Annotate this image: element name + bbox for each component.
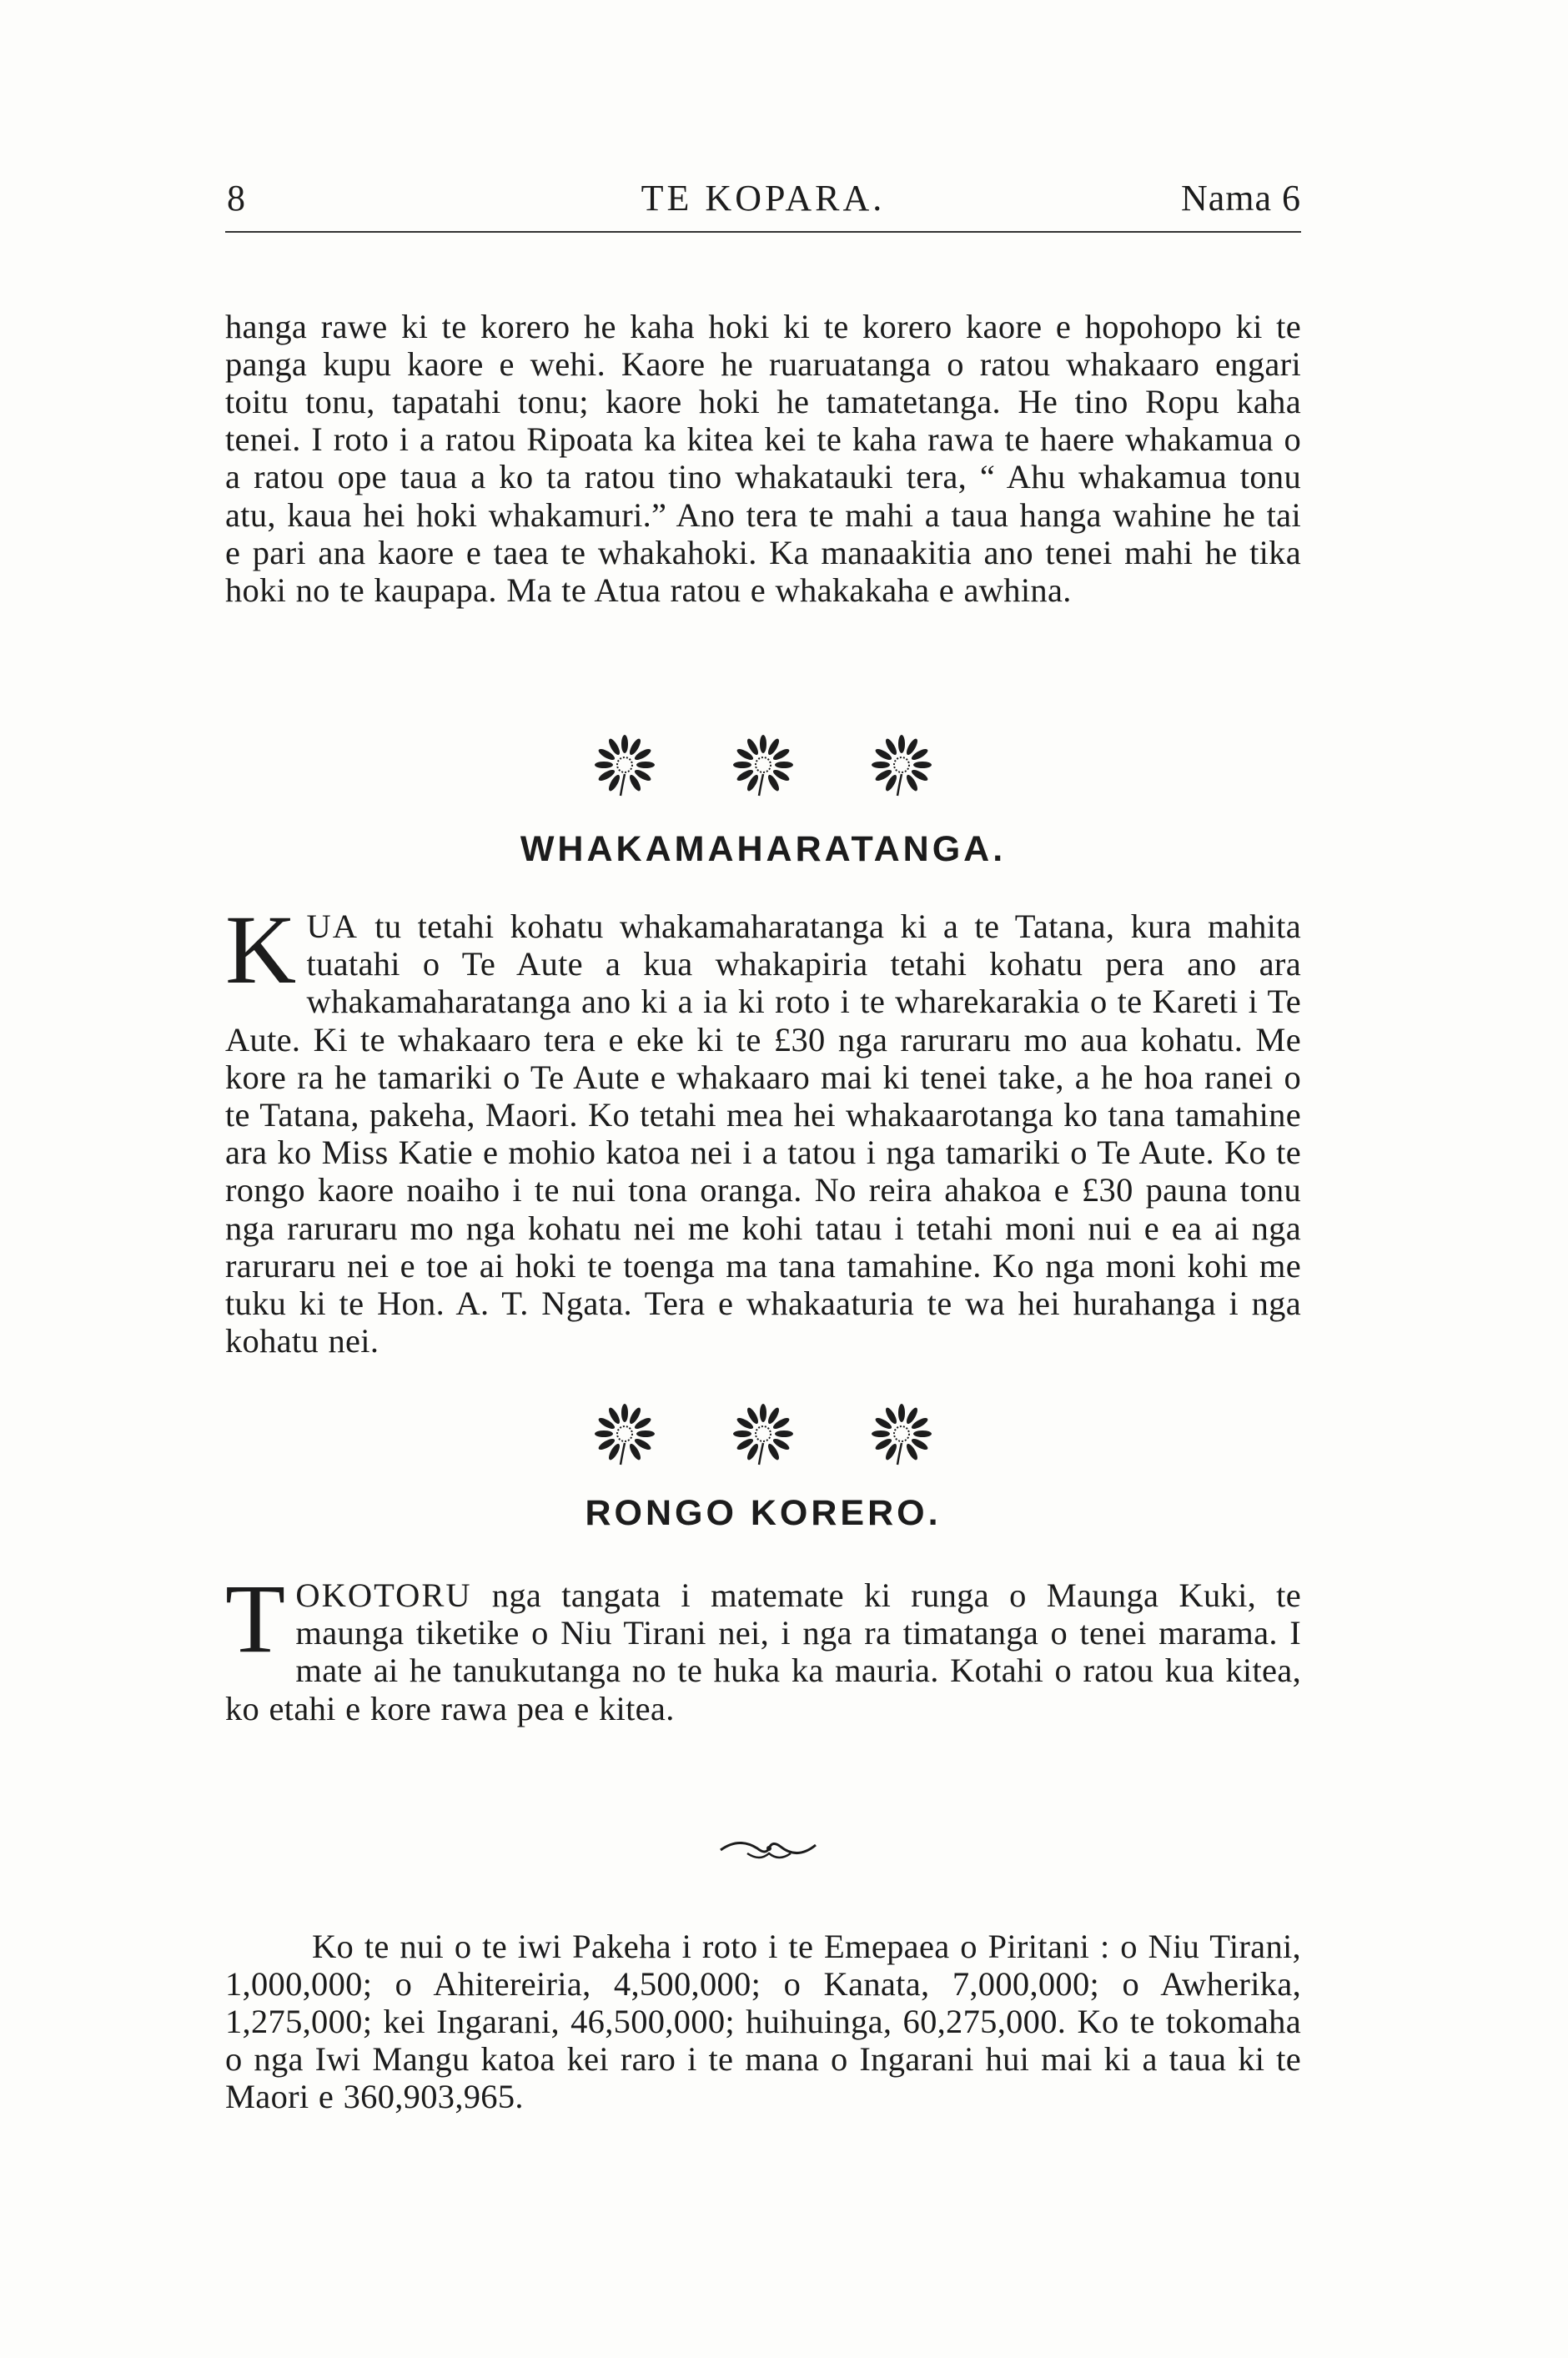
flower-icon: [869, 1401, 934, 1466]
page-number: 8: [227, 178, 246, 219]
paragraph-continued: hanga rawe ki te korero he kaha hoki ki te korero kaore e hopohopo ki te panga kupu kaore e wehi. Kaore he ruaruatanga o ratou whakaaro engari toitu tonu, tapatahi tonu; kaore hoki he tamatetanga. He tino Ropu kaha tenei. I roto i a ratou Ripoata ka kitea kei te kaha rawa te haere whakamua o a ratou ope taua a ko ta ratou tino whakatauki tera, “ Ahu whakamua tonu atu, kaua hei hoki whakamuri.” Ano tera te mahi a taua hanga wahine he tai e pari ana kaore e taea te whakahoki. Ka manaakitia ano tenei mahi he tika hoki no te kaupapa. Ma te Atua ratou e whakakaha e awhina.: [225, 307, 1301, 609]
header-rule: [225, 231, 1301, 233]
flower-icon: [731, 1401, 796, 1466]
flower-icon: [869, 732, 934, 797]
flower-icon: [592, 1401, 657, 1466]
drop-cap: K: [225, 895, 297, 1004]
paragraph-text: nga tangata i matemate ki runga o Maunga Kuki, te maunga tiketike o Niu Tirani nei, i nga ra timatanga o tenei marama. I mate ai he tanukutanga no te huka ka mauria. Kotahi o ratou kua kitea, ko etahi e kore rawa pea e kitea.: [225, 1576, 1301, 1727]
paragraph-news: [225, 1564, 1301, 1727]
drop-cap: T: [225, 1564, 286, 1673]
section-heading-news: RONGO KORERO.: [585, 1493, 942, 1533]
paragraph-population: Ko te nui o te iwi Pakeha i roto i te Emepaea o Piritani : o Niu Tirani, 1,000,000; o Ahitereiria, 4,500,000; o Kanata, 7,000,000; o Awherika, 1,275,000; kei Ingarani, 46,500,000; huihuinga, 60,275,000. Ko te tokomaha o nga Iwi Mangu katoa kei raro i te mana o Ingarani hui mai ki a taua ki te Maori e 360,903,965.: [225, 1927, 1301, 2116]
running-head: [225, 177, 1301, 227]
ornament-row-1: [225, 732, 1301, 797]
paragraph-memorial: [225, 895, 1301, 1360]
paragraph-text: tu tetahi kohatu whakamaharatanga ki a te Tatana, kura mahita tuatahi o Te Aute a kua whakapiria tetahi kohatu pera ano ara whakamaharatanga ano ki a ia ki roto i te wharekarakia o te Kareti i Te Aute. Ki te whakaaro tera e eke ki te £30 nga raruraru mo aua kohatu. Me kore ra he tamariki o Te Aute e whakaaro mai ki tenei take, a he hoa ranei o te Tatana, pakeha, Maori. Ko tetahi mea hei whakaarotanga ko tana tamahine ara ko Miss Katie e mohio katoa nei i a tatou i nga tamariki o Te Aute. Ko te rongo kaore noaiho i te nui tona oranga. No reira ahakoa e £30 pauna tonu nga raruraru mo nga kohatu nei me kohi tatau i tetahi moni nui e ea ai nga raruraru nei e toe ai hoki te toenga ma tana tamahine. Ko nga moni kohi me tuku ki te Hon. A. T. Ngata. Tera e whakaaturia te wa hei hurahanga i nga kohatu nei.: [225, 908, 1301, 1360]
swash-icon: [714, 1832, 822, 1865]
ornament-row-2: [225, 1401, 1301, 1466]
journal-title: TE KOPARA.: [641, 178, 886, 219]
lead-in: UA: [306, 908, 359, 945]
flower-icon: [592, 732, 657, 797]
issue-number: Nama 6: [1180, 178, 1301, 219]
flower-icon: [731, 732, 796, 797]
section-heading-memorial: WHAKAMAHARATANGA.: [520, 829, 1007, 869]
lead-in: OKOTORU: [295, 1576, 472, 1614]
